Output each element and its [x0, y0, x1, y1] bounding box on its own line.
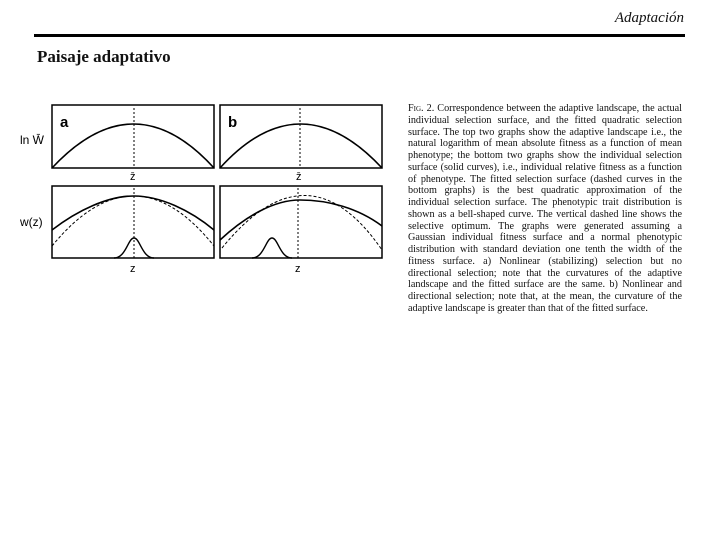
- panel-a-bottom-trait-label: z: [130, 263, 136, 275]
- header-title: Adaptación: [614, 10, 684, 26]
- panel-a-bottom: [52, 186, 214, 275]
- top-ylabel: ln W̄: [20, 133, 44, 147]
- panel-b-top-frame: [220, 105, 382, 168]
- panel-a-top: [52, 105, 214, 183]
- figure-caption: [408, 103, 682, 315]
- panel-b-bottom-frame: [220, 186, 382, 258]
- caption-label: Fig. 2.: [408, 103, 435, 114]
- panel-b-top: [220, 105, 382, 183]
- panel-b-top-landscape-curve: [220, 124, 382, 168]
- bottom-ylabel: w(z): [20, 215, 43, 229]
- panel-b-bottom-trait-label: z: [295, 263, 301, 275]
- header-rule: [34, 34, 685, 37]
- figure: [18, 100, 388, 290]
- slide-title: Paisaje adaptativo: [37, 47, 171, 66]
- panel-a-top-mean-label: z̄: [130, 171, 136, 183]
- figure-graphic: [18, 100, 388, 285]
- caption-text: Correspondence between the adaptive landscape, the actual individual selection surface, and the fitted quadratic selection surface. The top two graphs show the adaptive landscape i.e., the natural logarithm of mean absolute fitness as a function of mean phenotype; the bottom two graphs show the individual selection surface (solid curves), i.e., individual relative fitness as a function of phenotype. The fitted selection surface (dashed curves in the bottom graphs) is the best quadratic approximation of the individual selection surface. The phenotypic trait distribution is shown as a bell-shaped curve. The vertical dashed line shows the selective optimum. The graphs were generated assuming a Gaussian individual fitness surface and a normal phenotypic distribution with standard deviation one tenth the width of the fitness surface. a) Nonlinear (stabilizing) selection but no directional selection; note that the curvatures of the adaptive landscape and the fitted surface are the same. b) Nonlinear and directional selection; note that, at the mean, the curvature of the adaptive landscape is greater than that of the fitted surface.: [408, 103, 682, 314]
- panel-b-label: b: [228, 114, 238, 131]
- panel-b-bottom: [220, 186, 382, 275]
- panel-b-fitted-surface: [222, 195, 382, 250]
- panel-b-top-mean-label: z̄: [296, 171, 302, 183]
- panel-a-selection-surface: [52, 196, 214, 230]
- panel-a-top-frame: [52, 105, 214, 168]
- panel-a-label: a: [60, 114, 69, 131]
- panel-a-top-landscape-curve: [52, 124, 214, 168]
- panel-b-trait-distribution: [252, 238, 292, 258]
